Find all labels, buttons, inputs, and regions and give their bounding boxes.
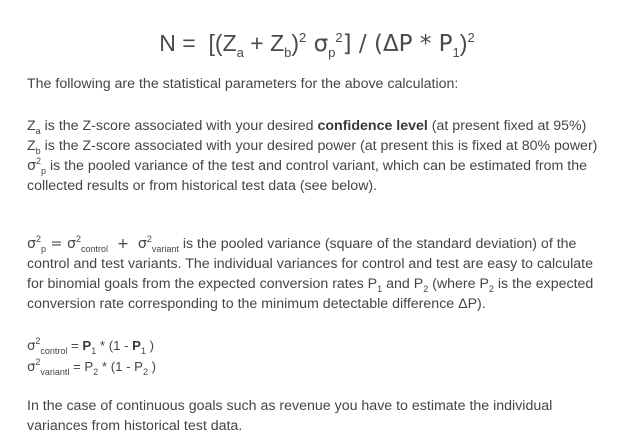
pooled-sigma-sup: 2	[36, 234, 42, 244]
variant-variance-sup: 2	[35, 357, 41, 367]
pooled-sigma: σ	[27, 236, 36, 252]
control-variance-mid: * (1 -	[96, 338, 133, 353]
continuous-goals-paragraph	[27, 396, 622, 436]
intro-paragraph	[27, 74, 622, 94]
control-sigma-sup: 2	[75, 234, 81, 244]
formula-open: [(Z	[208, 30, 237, 56]
p2-sub: 2	[423, 284, 429, 294]
pooled-eq-sigma: = σ	[46, 236, 76, 252]
control-variance-sub: control	[40, 346, 68, 356]
pooled-line-2: control and test variants. The individual variances for control and test are easy to calculate	[27, 256, 593, 272]
formula-lhs: N =	[159, 30, 196, 56]
variant-variance-mid: * (1 - P	[98, 359, 143, 374]
formula-sigma-sup: 2	[335, 30, 343, 45]
control-variance-p1b-sub: 1	[140, 346, 146, 356]
control-variance-sigma: σ	[27, 339, 36, 354]
pooled-line-4: conversion rate corresponding to the minimum detectable difference ΔP).	[27, 296, 486, 312]
formula-za-sub: a	[236, 45, 244, 60]
sigma-p-sup: 2	[36, 156, 42, 166]
pooled-plus-sigma: + σ	[107, 236, 147, 252]
control-variance-p1-sub: 1	[91, 346, 97, 356]
continuous-line-2: variances from historical test data.	[27, 418, 243, 434]
za-sub: a	[35, 126, 41, 136]
pooled-line-1	[27, 234, 622, 254]
confidence-level-bold: confidence level	[317, 118, 428, 134]
pooled-text-1: is the pooled variance (square of the standard deviation) of the	[178, 236, 577, 252]
variant-variance-line	[27, 357, 622, 378]
control-variance-sup: 2	[35, 336, 41, 346]
formula-sigma: σ	[306, 31, 329, 57]
variant-variance-sub: variantl	[40, 367, 70, 377]
pooled-sigma-sub: p	[41, 244, 47, 254]
formula-close-paren: )	[291, 30, 300, 56]
formula-plus: + Z	[243, 30, 285, 56]
formula-square-2: 2	[467, 30, 475, 45]
control-variance-p1b: P	[132, 338, 141, 353]
variant-variance-p2b-sub: 2	[142, 367, 148, 377]
control-sigma-sub: control	[80, 244, 108, 254]
pooled-line-3-b: and P	[382, 276, 424, 292]
variant-sigma-sub: variant	[151, 244, 179, 254]
variant-variance-p2-sub: 2	[93, 367, 99, 377]
zb-line	[27, 136, 622, 156]
za-line	[27, 116, 622, 136]
pooled-variance-paragraph	[27, 234, 622, 314]
za-text-post: (at present fixed at 95%)	[427, 118, 587, 134]
sample-size-formula	[0, 22, 634, 69]
sigma-p-text: is the pooled variance of the test and control variant, which can be estimated from the	[46, 158, 588, 174]
pooled-line-3	[27, 274, 622, 294]
formula-p1-sub: 1	[452, 45, 460, 60]
control-variance-eq: =	[67, 338, 83, 353]
parameters-paragraph	[27, 116, 622, 196]
za-symbol: Z	[27, 118, 36, 134]
formula-mid: ] / (ΔP * P	[342, 31, 453, 57]
control-variance-p1: P	[82, 338, 92, 353]
variant-variance-end: )	[147, 359, 157, 374]
sigma-p-sub: p	[41, 166, 47, 176]
individual-variances	[27, 336, 622, 378]
formula-sigma-sub: p	[328, 45, 336, 60]
continuous-line-1: In the case of continuous goals such as revenue you have to estimate the individual	[27, 398, 553, 414]
zb-sub: b	[35, 146, 41, 156]
p2-sub-2: 2	[488, 284, 494, 294]
pooled-line-3-c: (where P	[428, 276, 489, 292]
control-variance-end: )	[145, 338, 155, 353]
formula-tail: )	[459, 30, 468, 56]
pooled-line-3-d: is the expected	[493, 276, 594, 292]
formula-square-1: 2	[299, 30, 307, 45]
za-text-pre: is the Z-score associated with your desired	[40, 118, 318, 134]
zb-symbol: Z	[27, 138, 36, 154]
sigma-p-symbol: σ	[27, 158, 36, 174]
zb-text: is the Z-score associated with your desired power (at present this is fixed at 80% power)	[40, 138, 598, 154]
variant-sigma-sup: 2	[146, 234, 152, 244]
sigma-p-line	[27, 156, 622, 176]
pooled-line-3-a: for binomial goals from the expected conversion rates P	[27, 276, 378, 292]
p1-sub: 1	[377, 284, 383, 294]
control-variance-line	[27, 336, 622, 357]
sigma-p-line-2: collected results or from historical test data (see below).	[27, 178, 378, 194]
variant-variance-sigma: σ	[27, 360, 36, 375]
variant-variance-eq: = P	[69, 359, 94, 374]
formula-zb-sub: b	[284, 45, 292, 60]
intro-text: The following are the statistical parameters for the above calculation:	[27, 76, 459, 92]
